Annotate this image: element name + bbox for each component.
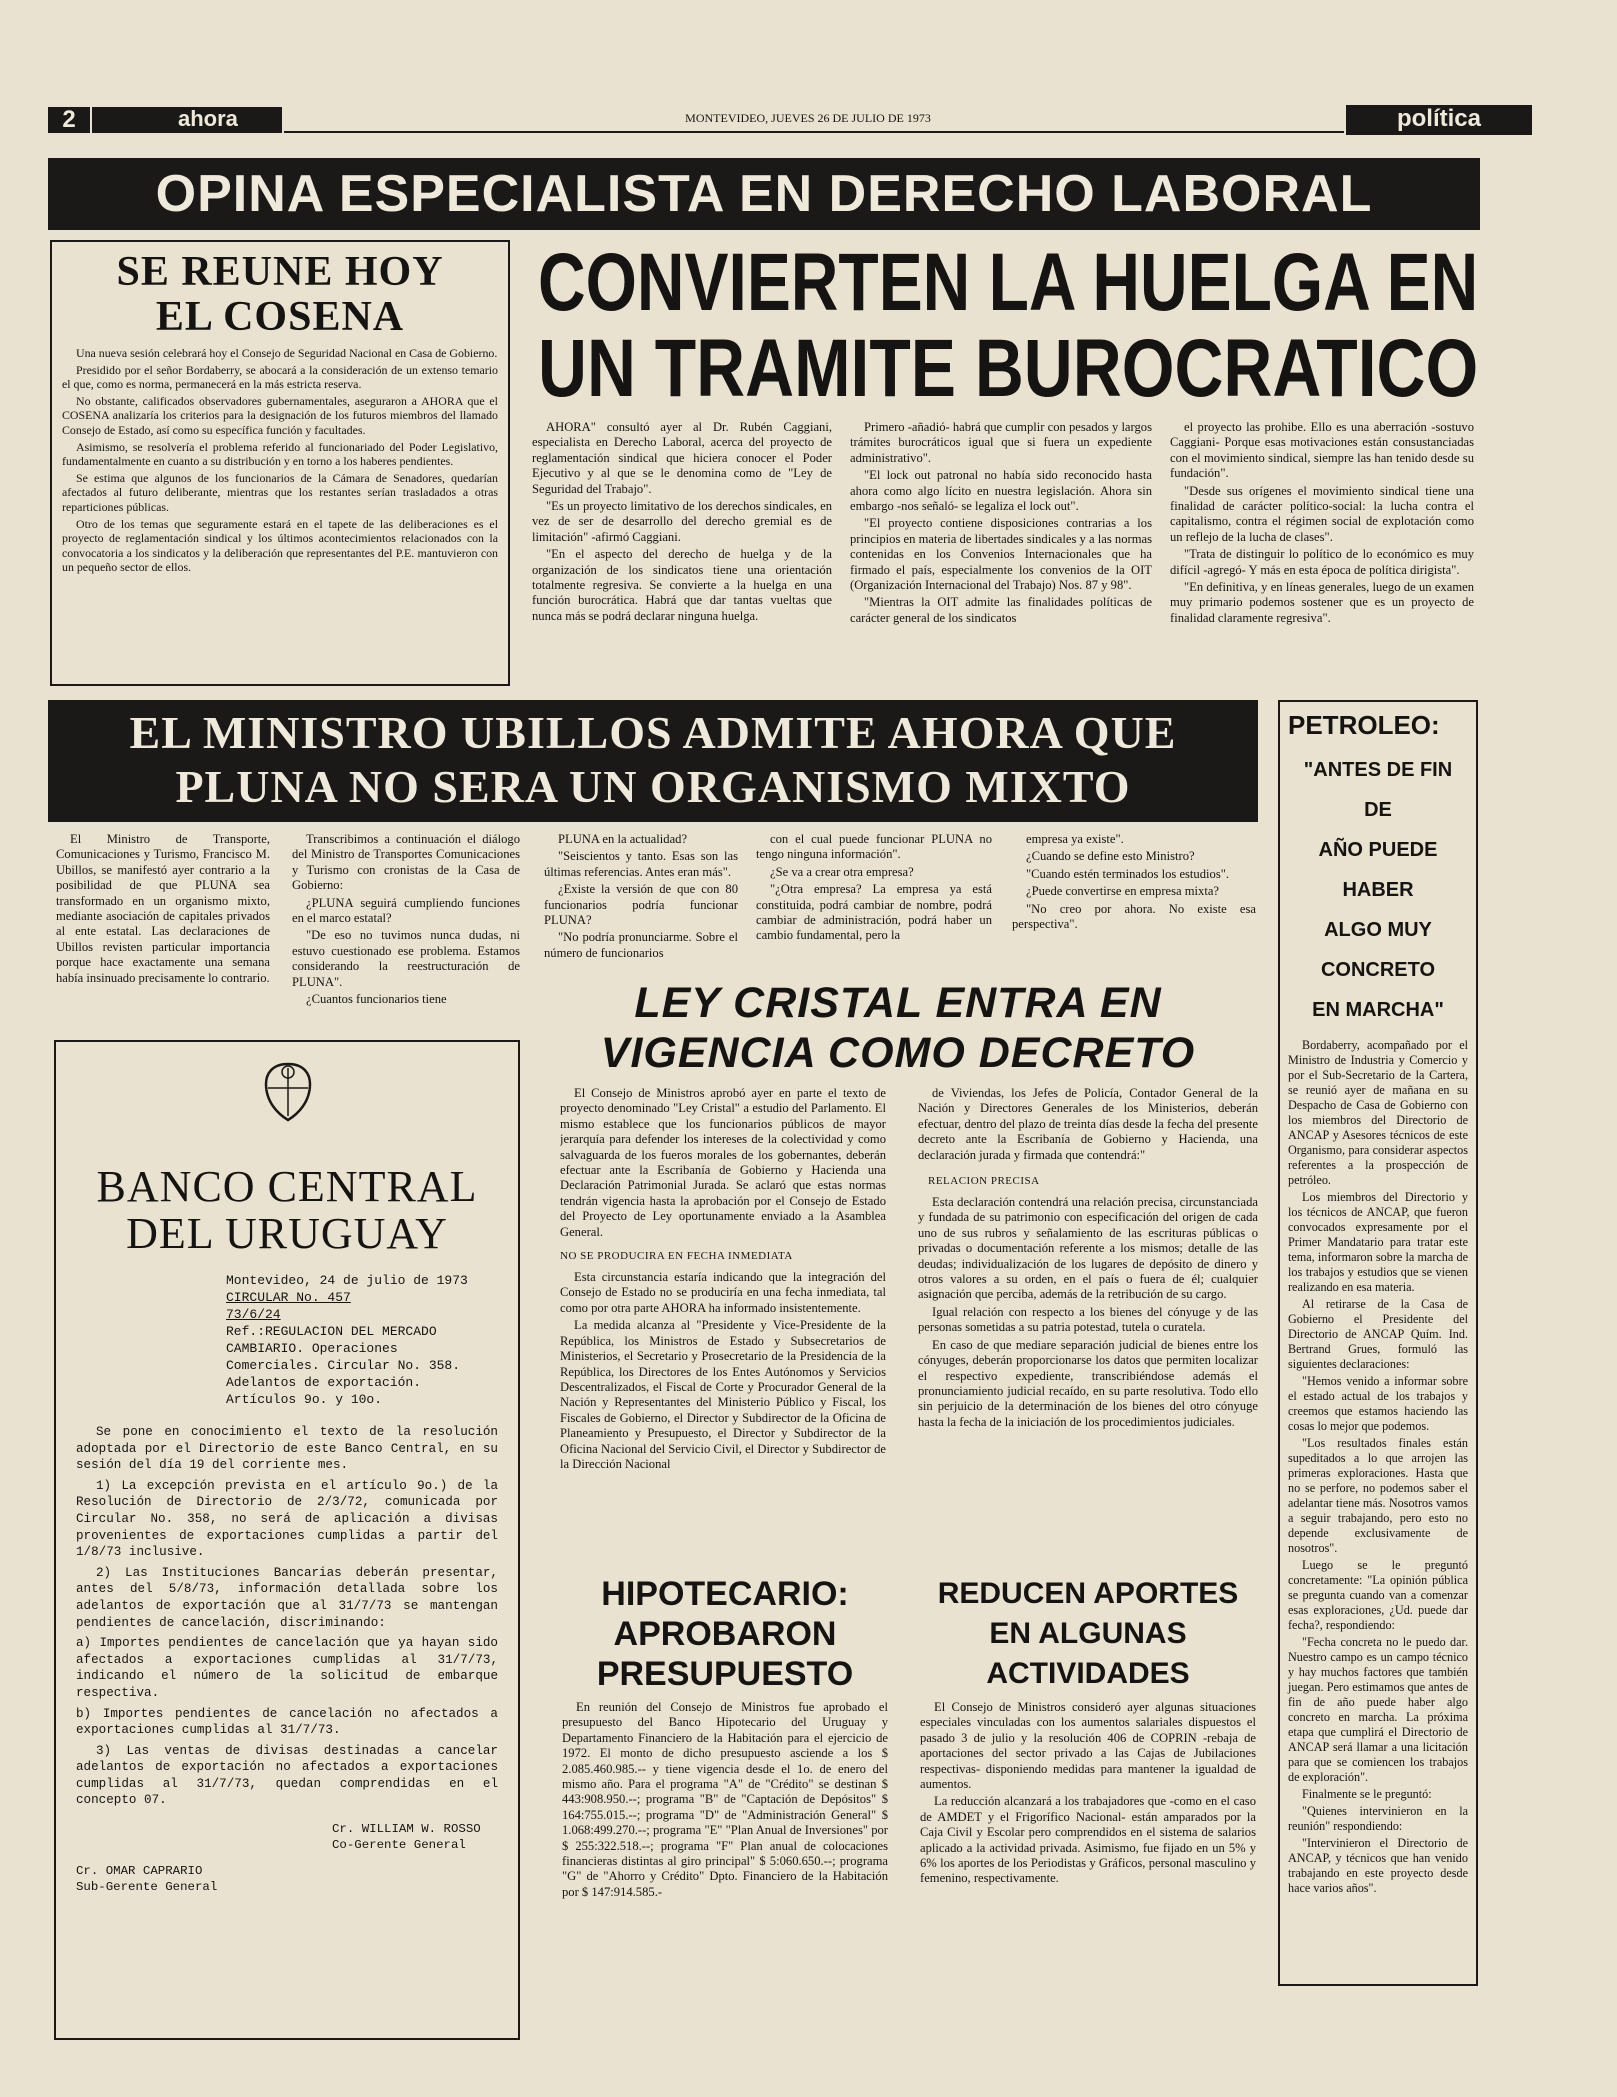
cosena-paragraph: Asimismo, se resolvería el problema referido al funcionariado del Poder Legislativo, fundamentalmente en cuanto a su distribución y en torno a los haberes pendientes. [62, 439, 498, 469]
lead-paragraph: "Trata de distinguir lo político de lo económico es muy difícil -agregó- Y más en esta época de política dirigista". [1170, 547, 1474, 577]
seal-emblem [262, 1062, 314, 1122]
aportes-headline-2: EN ALGUNAS [989, 1617, 1187, 1650]
pluna-paragraph: "Cuando estén terminados los estudios". [1026, 866, 1230, 881]
pluna-paragraph: "No podría pronunciarme. Sobre el número de funcionarios [544, 930, 738, 960]
cosena-box [50, 240, 510, 686]
ley-cristal-column-2 [918, 1086, 1258, 1570]
pluna-paragraph: ¿Puede convertirse en empresa mixta? [1026, 884, 1220, 899]
ley-cristal-paragraph: El Consejo de Ministros aprobó ayer en parte el texto de proyecto denominado "Ley Cristal" a estudio del Parlamento. El mismo establece que los funcionarios públicos de mayor jerarquía para defender los intereses de la colectividad y como salvaguarda de los fueros morales de los gobernantes, deberán efectuar ante la Escribanía de Gobierno y Hacienda una Declaración Patrimonial Jurada. Se aclaró que estas normas tendrán vigencia hasta la aprobación por el Consejo de Estado del Proyecto de Ley oportunamente enviado a la Asamblea General. [560, 1086, 886, 1239]
pluna-paragraph: "Seiscientos y tanto. Esas son las últimas referencias. Antes eran más". [544, 849, 738, 879]
banco-central-ad [54, 1040, 520, 2040]
banco-paragraph: b) Importes pendientes de cancelación no afectados a exportaciones cumplidas al 31/7/73. [76, 1706, 498, 1738]
petroleo-quote-line: ALGO MUY CONCRETO [1320, 919, 1436, 981]
pluna-paragraph: ¿PLUNA seguirá cumpliendo funciones en el marco estatal? [292, 895, 520, 926]
section-label: política [1396, 105, 1481, 132]
petroleo-paragraph: Bordaberry, acompañado por el Ministro de Industria y Comercio y por el Sub-Secretario de la Cartera, se reunió ayer de mañana en su Despacho de Casa de Gobierno con los miembros del Directorio de ANCAP y Asesores técnicos de este Organismo, para considerar aspectos referentes a la prospección de petróleo. [1288, 1038, 1468, 1187]
page-number: 2 [62, 106, 76, 133]
pluna-paragraph: ¿Se va a crear otra empresa? [770, 864, 914, 879]
lead-paragraph: "Es un proyecto limitativo de los derechos sindicales, en vez de ser de desarrollo del derecho gremial es de limitación" -afirmó Caggiani. [532, 499, 832, 544]
pluna-column-2 [292, 832, 520, 1062]
cosena-paragraph: Presidido por el señor Bordaberry, se abocará a la consideración de un extenso temario el que, como es norma, permanecerá en la más estricta reserva. [62, 362, 498, 392]
lead-paragraph: "En el aspecto del derecho de huelga y de la organización de los sindicatos tiene una orientación totalmente regresiva. Se convierte a la huelga en una función burocrática. Habrá que dar tantas vueltas que nunca más se podrá declarar ninguna huelga. [532, 547, 832, 623]
banco-code: 73/6/24 [226, 1307, 281, 1322]
lead-column-2 [850, 420, 1152, 684]
pluna-column-3 [544, 832, 738, 982]
ley-cristal-headline-2: VIGENCIA COMO DECRETO [600, 1029, 1196, 1077]
ley-cristal-subhead-2: RELACION PRECISA [928, 1175, 1040, 1188]
section-box [1346, 105, 1532, 135]
petroleo-paragraph: Finalmente se le preguntó: [1302, 1787, 1432, 1801]
petroleo-paragraph: Al retirarse de la Casa de Gobierno el Presidente del Directorio de ANCAP Quím. Ind. Bertrand Grues, formuló las siguientes declaraciones: [1288, 1297, 1468, 1371]
cosena-headline-1: SE REUNE HOY [116, 249, 444, 295]
aportes-headline [916, 1574, 1260, 1696]
aportes-headline-1: REDUCEN APORTES [937, 1577, 1239, 1610]
lead-column-3 [1170, 420, 1474, 684]
petroleo-box [1278, 700, 1478, 1986]
hipotecario-headline-1: HIPOTECARIO: [601, 1575, 849, 1613]
pluna-paragraph: "¿Otra empresa? La empresa ya está constituida, podrá cambiar de nombre, podrá cambiar de administración, podrá haber un cambio fundamental, pero la [756, 882, 992, 943]
petroleo-quote-line: AÑO PUEDE HABER [1318, 839, 1438, 901]
lead-headline-line-1: CONVIERTEN LA HUELGA EN [538, 240, 1479, 328]
ley-cristal-paragraph: Esta circunstancia estaría indicando que la integración del Consejo de Estado no se produciría en una fecha inmediata, tal como por otra parte AHORA ha informado insistentemente. [560, 1270, 886, 1315]
cosena-headline-2: EL COSENA [155, 294, 405, 340]
aportes-body [920, 1700, 1256, 1990]
ley-cristal-headline [540, 978, 1256, 1080]
cosena-paragraph: Otro de los temas que seguramente estará en el tapete de las deliberaciones es el proyecto de reglamentación sindical y los últimos acontecimientos relacionados con la convocatoria a los sindicatos y la deliberación que representantes del P.E. mantuvieron con un pequeño sector de ellos. [62, 516, 498, 575]
pluna-headline-1: EL MINISTRO UBILLOS ADMITE AHORA QUE [129, 707, 1177, 758]
pluna-paragraph: ¿Cuantos funcionarios tiene [306, 992, 447, 1007]
petroleo-paragraph: "Hemos venido a informar sobre el estado actual de los trabajos y creemos que estamos haciendo las cosas lo mejor que podemos. [1288, 1374, 1468, 1433]
signer-2-name: Cr. OMAR CAPRARIO [76, 1864, 203, 1879]
pluna-headline-2: PLUNA NO SERA UN ORGANISMO MIXTO [175, 761, 1131, 812]
lead-banner-text: OPINA ESPECIALISTA EN DERECHO LABORAL [155, 165, 1373, 223]
lead-column-1 [532, 420, 832, 684]
banco-paragraph: 1) La excepción prevista en el artículo 9o.) de la Resolución de Directorio de 2/3/72, comunicada por Circular No. 358, no será de aplicación a divisas provenientes de exportaciones cumplidas a partir del 1/8/73 inclusive. [76, 1478, 498, 1560]
ley-cristal-paragraph: Igual relación con respecto a los bienes del cónyuge y de las personas sometidas a su patria potestad, tutela o curatela. [918, 1304, 1258, 1335]
masthead [48, 105, 1480, 135]
masthead-rule [284, 131, 1344, 133]
petroleo-paragraph: "Quienes intervinieron en la reunión" respondiendo: [1288, 1804, 1468, 1833]
banco-paragraph: 2) Las Instituciones Bancarias deberán presentar, antes del 5/8/73, información detallada sobre los adelantos de exportación que al 31/7/73 se mantengan pendientes de cancelación, discriminando: [76, 1565, 498, 1630]
hipotecario-headline-2: APROBARON [613, 1615, 837, 1653]
ley-cristal-paragraph: de Viviendas, los Jefes de Policía, Contador General de la Nación y Directores Generales de los Ministerios, deberán efectuar, dentro del plazo de treinta días desde la fecha del presente decreto ante la Escribanía de Gobierno y Hacienda, una declaración jurada y firmada que contendrá:" [918, 1086, 1258, 1162]
petroleo-body [1288, 1038, 1468, 1896]
petroleo-quote [1288, 750, 1468, 1030]
banco-date: Montevideo, 24 de julio de 1973 [226, 1273, 468, 1288]
lead-paragraph: AHORA" consultó ayer al Dr. Rubén Caggiani, especialista en Derecho Laboral, acerca del proyecto de reglamentación sindical que hiciera conocer el Poder Ejecutivo y al que se le denomina como de "Ley de Seguridad del Trabajo". [532, 420, 832, 496]
banco-paragraph: 3) Las ventas de divisas destinadas a cancelar adelantos de exportación no afectados a exportaciones cumplidas al 31/7/73, quedan comprendidas en el concepto 07. [76, 1743, 498, 1808]
banco-ref: Ref.:REGULACION DEL MERCADO CAMBIARIO. Operaciones Comerciales. Circular No. 358. Adelantos de exportación. Artículos 9o. y 10o. [226, 1324, 461, 1407]
petroleo-paragraph: "Intervinieron el Directorio de ANCAP, y técnicos que han venido trabajando en este proyecto desde hace varios años". [1288, 1836, 1468, 1895]
lead-paragraph: "Mientras la OIT admite las finalidades políticas de carácter general de los sindicatos [850, 595, 1152, 625]
pluna-banner [48, 700, 1258, 822]
ley-cristal-headline-1: LEY CRISTAL ENTRA EN [634, 979, 1162, 1027]
pluna-paragraph: ¿Cuando se define esto Ministro? [1026, 849, 1195, 864]
cosena-paragraph: Una nueva sesión celebrará hoy el Consejo de Seguridad Nacional en Casa de Gobierno. [76, 346, 498, 360]
petroleo-paragraph: Luego se le preguntó concretamente: "La opinión pública se pregunta cuando van a comenzar esas exploraciones, ¿Ud. puede dar fecha?, respondiendo: [1288, 1558, 1468, 1632]
paper-name-box [92, 107, 282, 133]
lead-paragraph: "El lock out patronal no había sido reconocido hasta ahora como algo lícito en nuestra legislación. Ahora sin embargo -nos señaló- se legaliza el lock out". [850, 468, 1152, 514]
banco-circular: CIRCULAR No. 457 [226, 1290, 351, 1305]
hipotecario-headline-3: PRESUPUESTO [596, 1655, 854, 1693]
pluna-paragraph: empresa ya existe". [1026, 832, 1124, 846]
lead-headline [528, 240, 1488, 416]
ley-cristal-paragraph: La medida alcanza al "Presidente y Vice-Presidente de la República, los Ministros de Estado y Subsecretarios de Ministerios, el Secretario y Prosecretario de la Presidencia de la República, los Directores de los Entes Autónomos y Servicios Descentralizados, el Fiscal de Corte y Procurador General de la Nación y Representantes del Ministerio Público y Fiscal, los Fiscales de Gobierno, el Director y Subdirector de la Oficina de Planeamiento y Presupuesto, el Director y Subdirector de la Oficina Nacional del Servicio Civil, el Director y Subdirector de la Dirección Nacional [560, 1318, 886, 1471]
hipotecario-headline [560, 1574, 890, 1696]
signer-1-title: Co-Gerente General [332, 1838, 466, 1853]
pluna-column-5 [1012, 832, 1256, 982]
pluna-paragraph: Transcribimos a continuación el diálogo del Ministro de Transportes Comunicaciones y Turismo con cronistas de la Casa de Gobierno: [292, 832, 520, 893]
banco-body [76, 1424, 498, 1809]
petroleo-kicker: PETROLEO: [1288, 710, 1440, 740]
aportes-paragraph: El Consejo de Ministros consideró ayer algunas situaciones especiales vinculadas con los aumentos salariales dispuestos el pasado 3 de julio y la resolución 406 de COPRIN -rebaja de aportaciones del sector privado a las Cajas de Jubilaciones respectivas- disponiendo medidas para mantener la igualdad de aumentos. [920, 1700, 1256, 1792]
page-number-box [48, 107, 90, 133]
pluna-column-4 [756, 832, 992, 982]
hipotecario-body [562, 1700, 888, 1990]
banco-name-2: DEL URUGUAY [126, 1209, 448, 1258]
lead-banner [48, 158, 1480, 230]
signer-1-name: Cr. WILLIAM W. ROSSO [332, 1822, 481, 1837]
paper-name: ahora [178, 106, 238, 131]
petroleo-paragraph: Los miembros del Directorio y los técnicos de ANCAP, que fueron convocados expresamente por el Primer Mandatario para tratar este tema, informaron sobre la marcha de los trabajos y estudios que se vienen realizando en esa materia. [1288, 1190, 1468, 1294]
lead-paragraph: "Desde sus orígenes el movimiento sindical tiene una finalidad de carácter político-social: la lucha contra el capitalismo, contra el régimen social de explotación como un reflejo de la lucha de clases". [1170, 483, 1474, 544]
petroleo-quote-line: EN MARCHA" [1312, 999, 1444, 1021]
pluna-paragraph: El Ministro de Transporte, Comunicaciones y Turismo, Francisco M. Ubillos, se manifestó ayer contrario a la posibilidad de que PLUNA sea transformado en un organismo mixto, mediante asociación de capitales privados al ente estatal. Las declaraciones de Ubillos revisten particular importancia porque hace exactamente una semana había insinuado precisamente lo contrario. [56, 832, 270, 985]
lead-paragraph: "El proyecto contiene disposiciones contrarias a los principios en materia de libertades sindicales y a las normas contenidas en los Convenios Internacionales que ha firmado el país, especialmente los convenios de la OIT (Organización Internacional del Trabajo) Nos. 87 y 98". [850, 516, 1152, 593]
banco-paragraph: Se pone en conocimiento el texto de la resolución adoptada por el Directorio de este Banco Central, en su sesión del día 19 del corriente mes. [76, 1425, 498, 1473]
banco-paragraph: a) Importes pendientes de cancelación que ya hayan sido afectados a exportaciones cumplidas al 31/7/73, indicando el número de la solicitud de embarque respectiva. [76, 1636, 498, 1700]
ley-cristal-paragraph: Esta declaración contendrá una relación precisa, circunstanciada y fundada de su patrimonio con especificación del origen de cada uno de sus rubros y señalamiento de las escrituras públicas o privadas o documentación referente a los mismos; detalle de las deudas; individualización de los lugares de depósito de dinero y otros valores a su orden, en el país o fuera de él; cualquier asignación que perciba, además de la retribución de su cargo. [918, 1195, 1258, 1302]
pluna-paragraph: PLUNA en la actualidad? [558, 832, 688, 846]
banco-name-1: BANCO CENTRAL [96, 1162, 478, 1211]
lead-headline-line-2: UN TRAMITE BUROCRATICO [538, 323, 1479, 414]
pluna-paragraph: "De eso no tuvimos nunca dudas, ni estuvo cuestionado ese problema. Estamos considerando la reestructuración de PLUNA". [292, 928, 520, 989]
lead-paragraph: "En definitiva, y en líneas generales, luego de un examen muy primario podemos sostener que es un proyecto de finalidad claramente regresiva". [1170, 580, 1474, 625]
aportes-headline-3: ACTIVIDADES [986, 1657, 1190, 1690]
petroleo-paragraph: "Los resultados finales están supeditados a lo que arrojen las primeras exploraciones. Hasta que no se perfore, no podemos saber el adelantar tiene más. Nosotros vamos a seguir trabajando, pero esto no depende exclusivamente de nosotros". [1288, 1436, 1468, 1555]
cosena-paragraph: No obstante, calificados observadores gubernamentales, aseguraron a AHORA que el COSENA analizaría los criterios para la designación de los futuros miembros del llamado Consejo de Estado, así como su específica función y facultades. [62, 393, 498, 437]
signer-2-title: Sub-Gerente General [76, 1880, 218, 1895]
pluna-paragraph: "No creo por ahora. No existe esa perspectiva". [1012, 901, 1256, 932]
coat-of-arms-icon [262, 1062, 314, 1122]
lead-paragraph: Primero -añadió- habrá que cumplir con pesados y largos trámites burocráticos igual que si fuera un expediente administrativo". [850, 420, 1152, 465]
hipotecario-paragraph: En reunión del Consejo de Ministros fue aprobado el presupuesto del Banco Hipotecario del Uruguay y Departamento Financiero de la Habitación para el ejercicio de 1972. El monto de dicho presupuesto asciende a los $ 2.085.460.985.-- y tiene vigencia desde el 1o. de enero del mismo año. Para el programa "A" de "Crédito" se destinan $ 443:908.950.--; programa "B" de "Captación de Depósitos" $ 164:755.015.--; programa "D" de "Administración General" $ 1.068:499.270.--; programa "E" "Plan Anual de Inversiones" por $ 255:322.518.--; programa "F" Plan anual de colocaciones financieras distintas al giro principal" $ 5:060.650.--; programa "G" de "Ahorro y Crédito" Dpto. Financiero de la Habitación por $ 147:914.585.- [562, 1700, 888, 1899]
lead-paragraph: el proyecto las prohibe. Ello es una aberración -sostuvo Caggiani- Porque esas motivaciones están consustanciadas con el movimiento sindical, siempre las han tenido desde su fundación". [1170, 420, 1474, 481]
ley-cristal-subhead-1: NO SE PRODUCIRA EN FECHA INMEDIATA [560, 1250, 793, 1263]
dateline: MONTEVIDEO, JUEVES 26 DE JULIO DE 1973 [685, 111, 931, 125]
cosena-body [62, 346, 498, 575]
petroleo-paragraph: "Fecha concreta no le puedo dar. Nuestro campo es un campo técnico y hay muchos factores que también juegan. Pero estimamos que antes de fin de año puede haber algo concreto en marcha. La próxima etapa que cumplirá el Directorio de ANCAP será llamar a una licitación para que se comiencen los trabajos de exploración". [1288, 1635, 1468, 1784]
pluna-column-1 [56, 832, 270, 1062]
ley-cristal-column-1 [560, 1086, 886, 1570]
ley-cristal-paragraph: En caso de que mediare separación judicial de bienes entre los cónyuges, deberán proporcionarse los datos que permiten localizar el respectivo expediente, transcribiéndose además el pronunciamiento judicial recaído, en su parte resolutiva. Todo ello sin perjuicio de la determinación de los bienes del otro cónyuge hasta la fecha de la iniciación de los procedimientos judiciales. [918, 1337, 1258, 1429]
cosena-paragraph: Se estima que algunos de los funcionarios de la Cámara de Senadores, quedarían afectados al futuro deliberante, mientras que los restantes serían trasladados a otras reparticiones públicas. [62, 470, 498, 514]
aportes-paragraph: La reducción alcanzará a los trabajadores que -como en el caso de AMDET y el Frigorífico Nacional- están amparados por la Caja Civil y Escolar pero comprendidos en el sistema de salarios aplicado a la actividad privada. Asimismo, fue fijado en un 5% y 6% los aportes de los Periodistas y Gráficos, personal masculino y femenino, respectivamente. [920, 1794, 1256, 1886]
pluna-paragraph: con el cual puede funcionar PLUNA no tengo ninguna información". [756, 832, 992, 862]
petroleo-quote-line: "ANTES DE FIN DE [1303, 759, 1453, 821]
pluna-paragraph: ¿Existe la versión de que con 80 funcionarios podría funcionar PLUNA? [544, 882, 738, 928]
